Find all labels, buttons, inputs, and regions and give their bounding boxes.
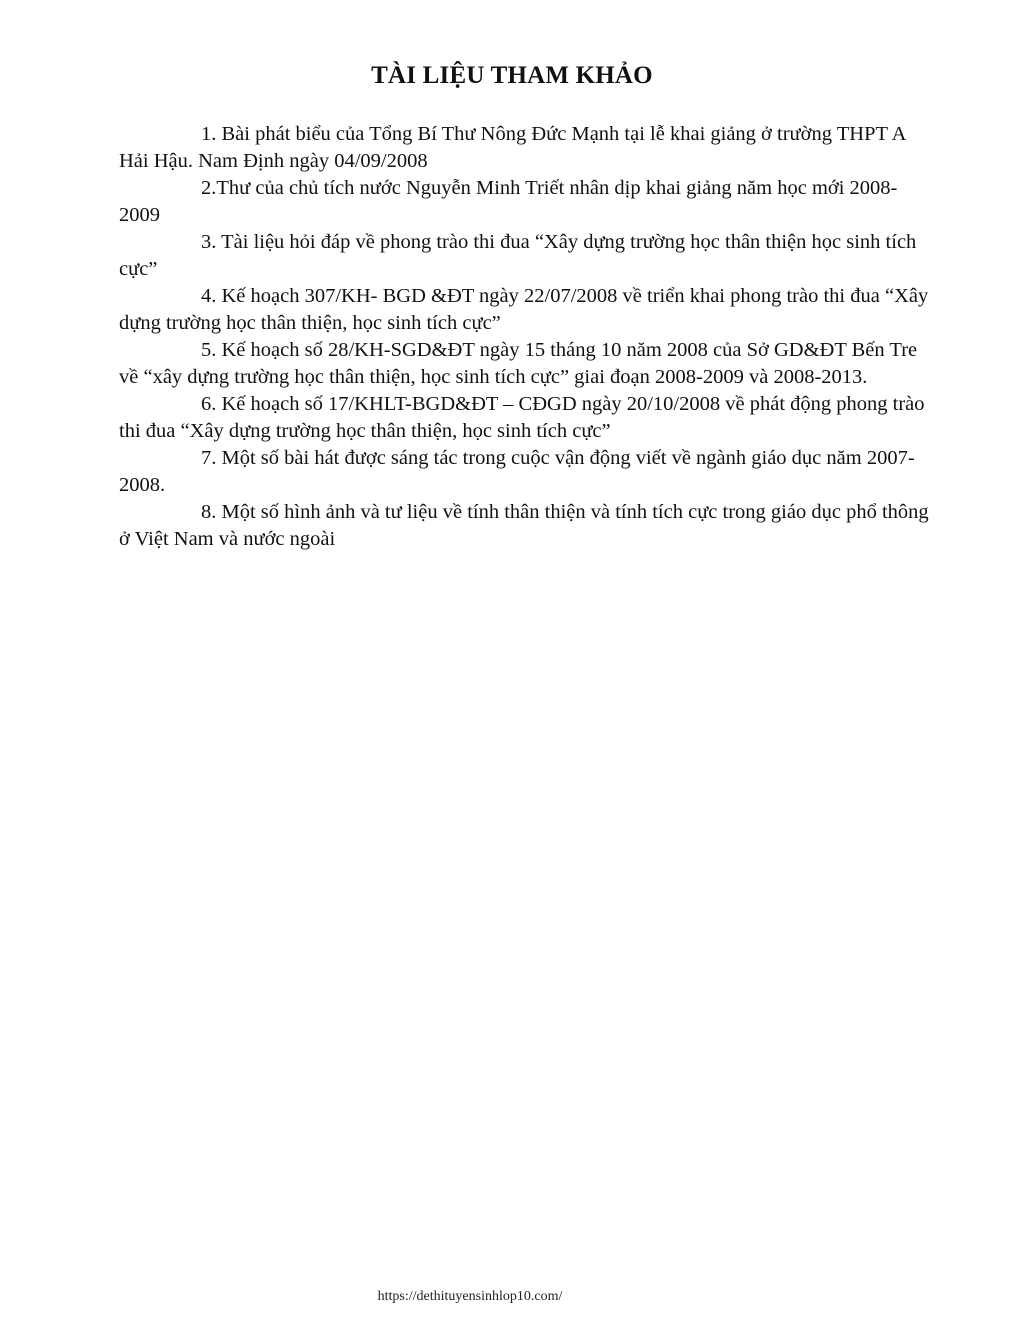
reference-item-1: 1. Bài phát biểu của Tổng Bí Thư Nông Đức Mạnh tại lễ khai giảng ở trường THPT A Hải Hậu. Nam Định ngày 04/09/2008	[119, 123, 906, 172]
reference-item-4: 4. Kế hoạch 307/KH- BGD &ĐT ngày 22/07/2008 về triển khai phong trào thi đua “Xây dựng trường học thân thiện, học sinh tích cực”	[119, 285, 929, 334]
reference-item-8: 8. Một số hình ảnh và tư liệu về tính thân thiện và tính tích cực trong giáo dục phổ thông ở Việt Nam và nước ngoài	[119, 501, 929, 550]
reference-list	[119, 121, 931, 553]
page-title: TÀI LIỆU THAM KHẢO	[371, 62, 653, 89]
reference-item-6: 6. Kế hoạch số 17/KHLT-BGD&ĐT – CĐGD ngày 20/10/2008 về phát động phong trào thi đua “Xây dựng trường học thân thiện, học sinh tích cực”	[119, 393, 925, 442]
reference-item-5: 5. Kế hoạch số 28/KH-SGD&ĐT ngày 15 tháng 10 năm 2008 của Sở GD&ĐT Bến Tre về “xây dựng trường học thân thiện, học sinh tích cực” giai đoạn 2008-2009 và 2008-2013.	[119, 339, 918, 388]
reference-item-2: 2.Thư của chủ tích nước Nguyễn Minh Triết nhân dịp khai giảng năm học mới 2008-2009	[119, 177, 898, 226]
footer-url: https://dethituyensinhlop10.com/	[377, 1289, 563, 1304]
reference-item-3: 3. Tài liệu hỏi đáp về phong trào thi đua “Xây dựng trường học thân thiện học sinh tích cực”	[119, 231, 917, 280]
reference-item-7: 7. Một số bài hát được sáng tác trong cuộc vận động viết về ngành giáo dục năm 2007-2008.	[119, 447, 915, 496]
